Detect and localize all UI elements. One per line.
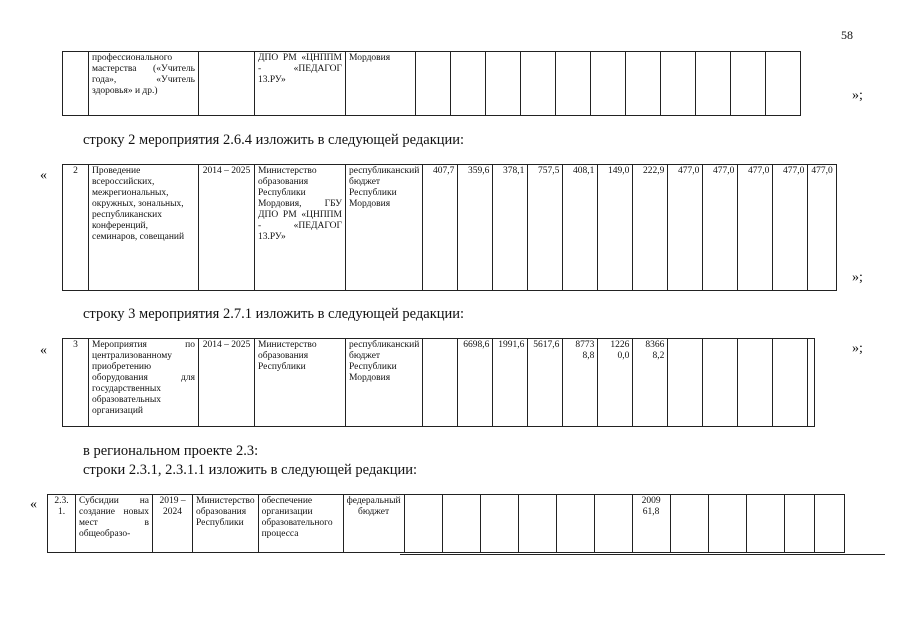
cell-value — [423, 339, 458, 427]
heading-regional-project: в региональном проекте 2.3: — [83, 443, 259, 459]
heading-rows-2-3-1: строки 2.3.1, 2.3.1.1 изложить в следующей редакции: — [83, 462, 418, 478]
cell-value: 477,0 — [703, 165, 738, 291]
cell-executor: ДПО РМ «ЦНППМ - «ПЕДАГОГ 13.РУ» — [255, 52, 346, 116]
cell-period: 2014 – 2025 — [199, 165, 255, 291]
cell-name: профессионального мастерства («Учитель года», «Учитель здоровья» и др.) — [89, 52, 199, 116]
page-number: 58 — [841, 28, 853, 42]
cell-value: 359,6 — [458, 165, 493, 291]
cell-value: 407,7 — [423, 165, 458, 291]
closing-quote: »; — [852, 341, 863, 356]
cell-source: республиканский бюджет Республики Мордовия — [346, 339, 423, 427]
cell-value — [784, 495, 814, 553]
cell-value — [814, 495, 844, 553]
cell-source: Мордовия — [346, 52, 416, 116]
table-continuation — [62, 51, 801, 116]
divider-line — [400, 554, 885, 555]
cell-value: 5617,6 — [528, 339, 563, 427]
heading-event-2-6-4: строку 2 мероприятия 2.6.4 изложить в следующей редакции: — [83, 132, 465, 148]
table-event-2-6-4 — [62, 164, 837, 291]
cell-value — [480, 495, 518, 553]
closing-quote: »; — [852, 88, 863, 103]
cell-value — [746, 495, 784, 553]
cell-value — [668, 339, 703, 427]
cell-value — [518, 495, 556, 553]
table-row — [63, 165, 837, 291]
heading-event-2-7-1: строку 3 мероприятия 2.7.1 изложить в следующей редакции: — [83, 306, 465, 322]
cell-value — [556, 495, 594, 553]
cell-number: 2 — [63, 165, 89, 291]
cell-value: 8773 8,8 — [563, 339, 598, 427]
cell-period: 2019 – 2024 — [153, 495, 193, 553]
cell-value — [594, 495, 632, 553]
cell-executor: Министерство образования Республики — [255, 339, 346, 427]
cell-value: 8366 8,2 — [633, 339, 668, 427]
cell-value: 378,1 — [493, 165, 528, 291]
table-row — [48, 495, 845, 553]
opening-quote: « — [40, 168, 47, 183]
table-regional-2-3-1 — [47, 494, 845, 553]
cell-value — [670, 495, 708, 553]
cell-source: республиканский бюджет Республики Мордовия — [346, 165, 423, 291]
cell-number — [63, 52, 89, 116]
cell-value: 149,0 — [598, 165, 633, 291]
cell-name: Проведение всероссийских, межрегиональных, окружных, зональных, республиканских конференций, семинаров, совещаний — [89, 165, 199, 291]
cell-value: 477,0 — [738, 165, 773, 291]
cell-value: 477,0 — [773, 165, 808, 291]
cell-value — [708, 495, 746, 553]
cell-value: 477,0 — [808, 165, 836, 291]
cell-value: 222,9 — [633, 165, 668, 291]
cell-value: 2009 61,8 — [632, 495, 670, 553]
cell-name: Субсидии на создание новых мест в общеобразо- — [76, 495, 153, 553]
cell-number: 3 — [63, 339, 89, 427]
cell-executor: Министерство образования Республики Мордовия, ГБУ ДПО РМ «ЦНППМ - «ПЕДАГОГ 13.РУ» — [255, 165, 346, 291]
table-event-2-7-1 — [62, 338, 815, 427]
cell-period — [199, 52, 255, 116]
cell-executor: Министерство образования Республики — [193, 495, 259, 553]
cell-value: 757,5 — [528, 165, 563, 291]
cell-value — [773, 339, 808, 427]
cell-value: 477,0 — [668, 165, 703, 291]
cell-value — [442, 495, 480, 553]
cell-value: 1991,6 — [493, 339, 528, 427]
cell-value — [404, 495, 442, 553]
cell-number: 2.3. 1. — [48, 495, 76, 553]
cell-value: 6698,6 — [458, 339, 493, 427]
table-row — [63, 339, 815, 427]
cell-value: 1226 0,0 — [598, 339, 633, 427]
cell-value — [738, 339, 773, 427]
closing-quote: »; — [852, 270, 863, 285]
table-row — [63, 52, 801, 116]
cell-value: 408,1 — [563, 165, 598, 291]
cell-source: федеральный бюджет — [343, 495, 404, 553]
opening-quote: « — [40, 343, 47, 358]
cell-value — [703, 339, 738, 427]
cell-name: Мероприятия по централизованному приобретению оборудования для государственных образовательных организаций — [89, 339, 199, 427]
cell-value — [808, 339, 815, 427]
cell-purpose: обеспечение организации образовательного процесса — [258, 495, 343, 553]
opening-quote: « — [30, 497, 37, 512]
cell-period: 2014 – 2025 — [199, 339, 255, 427]
